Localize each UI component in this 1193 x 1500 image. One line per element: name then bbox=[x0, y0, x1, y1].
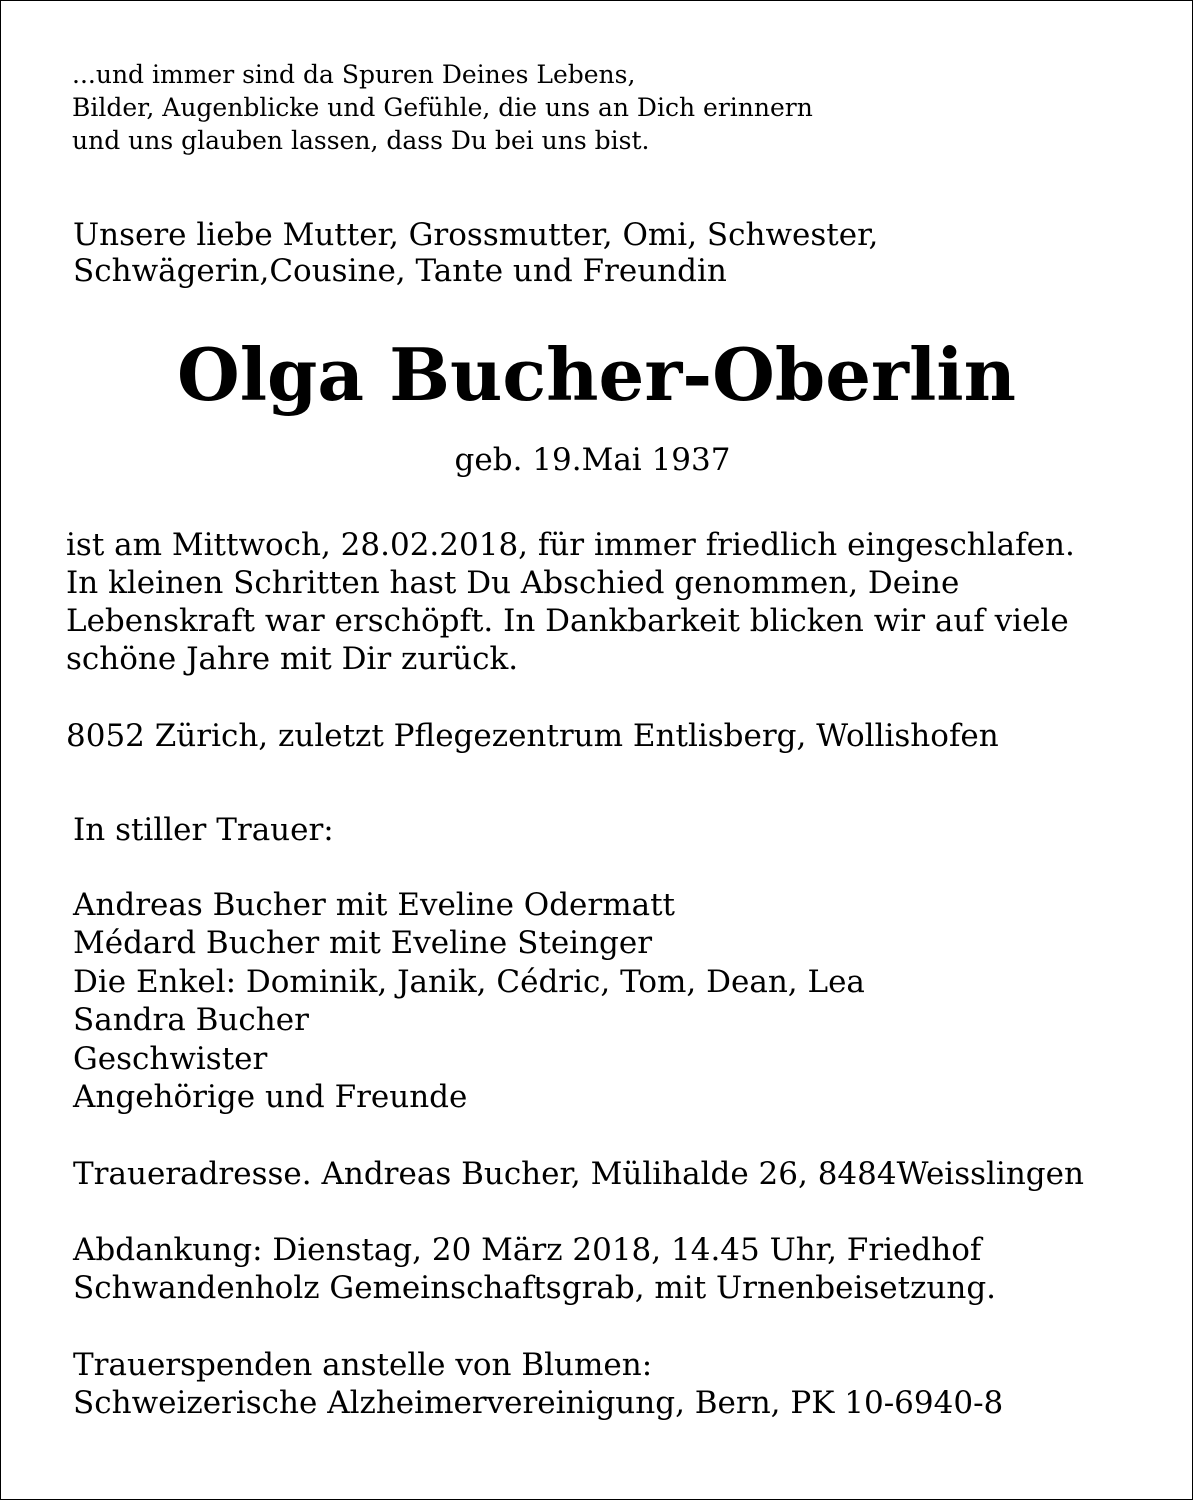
quote-line-3: und uns glauben lassen, dass Du bei uns bist. bbox=[72, 126, 650, 155]
deceased-name: Olga Bucher-Oberlin bbox=[176, 332, 1016, 417]
quote-line-2: Bilder, Augenblicke und Gefühle, die uns an Dich erinnern bbox=[72, 93, 813, 122]
mourner-name-5: Geschwister bbox=[73, 1041, 268, 1077]
intro-line-2: Schwägerin,Cousine, Tante und Freundin bbox=[73, 253, 727, 289]
announcement-line-4: schöne Jahre mit Dir zurück. bbox=[66, 641, 519, 677]
mourners-heading: In stiller Trauer: bbox=[73, 812, 334, 848]
mourning-address: Traueradresse. Andreas Bucher, Mülihalde 26, 8484Weisslingen bbox=[73, 1156, 1084, 1192]
donations-line-1: Trauerspenden anstelle von Blumen: bbox=[73, 1347, 653, 1383]
announcement-line-1: ist am Mittwoch, 28.02.2018, für immer friedlich eingeschlafen. bbox=[66, 527, 1075, 563]
mourner-name-2: Médard Bucher mit Eveline Steinger bbox=[73, 925, 653, 961]
announcement-line-3: Lebenskraft war erschöpft. In Dankbarkeit blicken wir auf viele bbox=[66, 603, 1069, 639]
mourner-name-4: Sandra Bucher bbox=[73, 1002, 309, 1038]
mourner-name-1: Andreas Bucher mit Eveline Odermatt bbox=[73, 887, 676, 923]
announcement-line-2: In kleinen Schritten hast Du Abschied genommen, Deine bbox=[66, 565, 960, 601]
quote-line-1: ...und immer sind da Spuren Deines Lebens, bbox=[72, 60, 636, 89]
service-line-2: Schwandenholz Gemeinschaftsgrab, mit Urnenbeisetzung. bbox=[73, 1270, 997, 1306]
donations-line-2: Schweizerische Alzheimervereinigung, Bern, PK 10-6940-8 bbox=[73, 1385, 1004, 1421]
service-line-1: Abdankung: Dienstag, 20 März 2018, 14.45 Uhr, Friedhof bbox=[73, 1232, 982, 1268]
mourner-name-6: Angehörige und Freunde bbox=[73, 1079, 468, 1115]
mourner-name-3: Die Enkel: Dominik, Janik, Cédric, Tom, Dean, Lea bbox=[73, 964, 865, 1000]
intro-line-1: Unsere liebe Mutter, Grossmutter, Omi, Schwester, bbox=[73, 217, 879, 253]
birth-date: geb. 19.Mai 1937 bbox=[454, 442, 731, 478]
location-line: 8052 Zürich, zuletzt Pflegezentrum Entlisberg, Wollishofen bbox=[66, 718, 999, 754]
